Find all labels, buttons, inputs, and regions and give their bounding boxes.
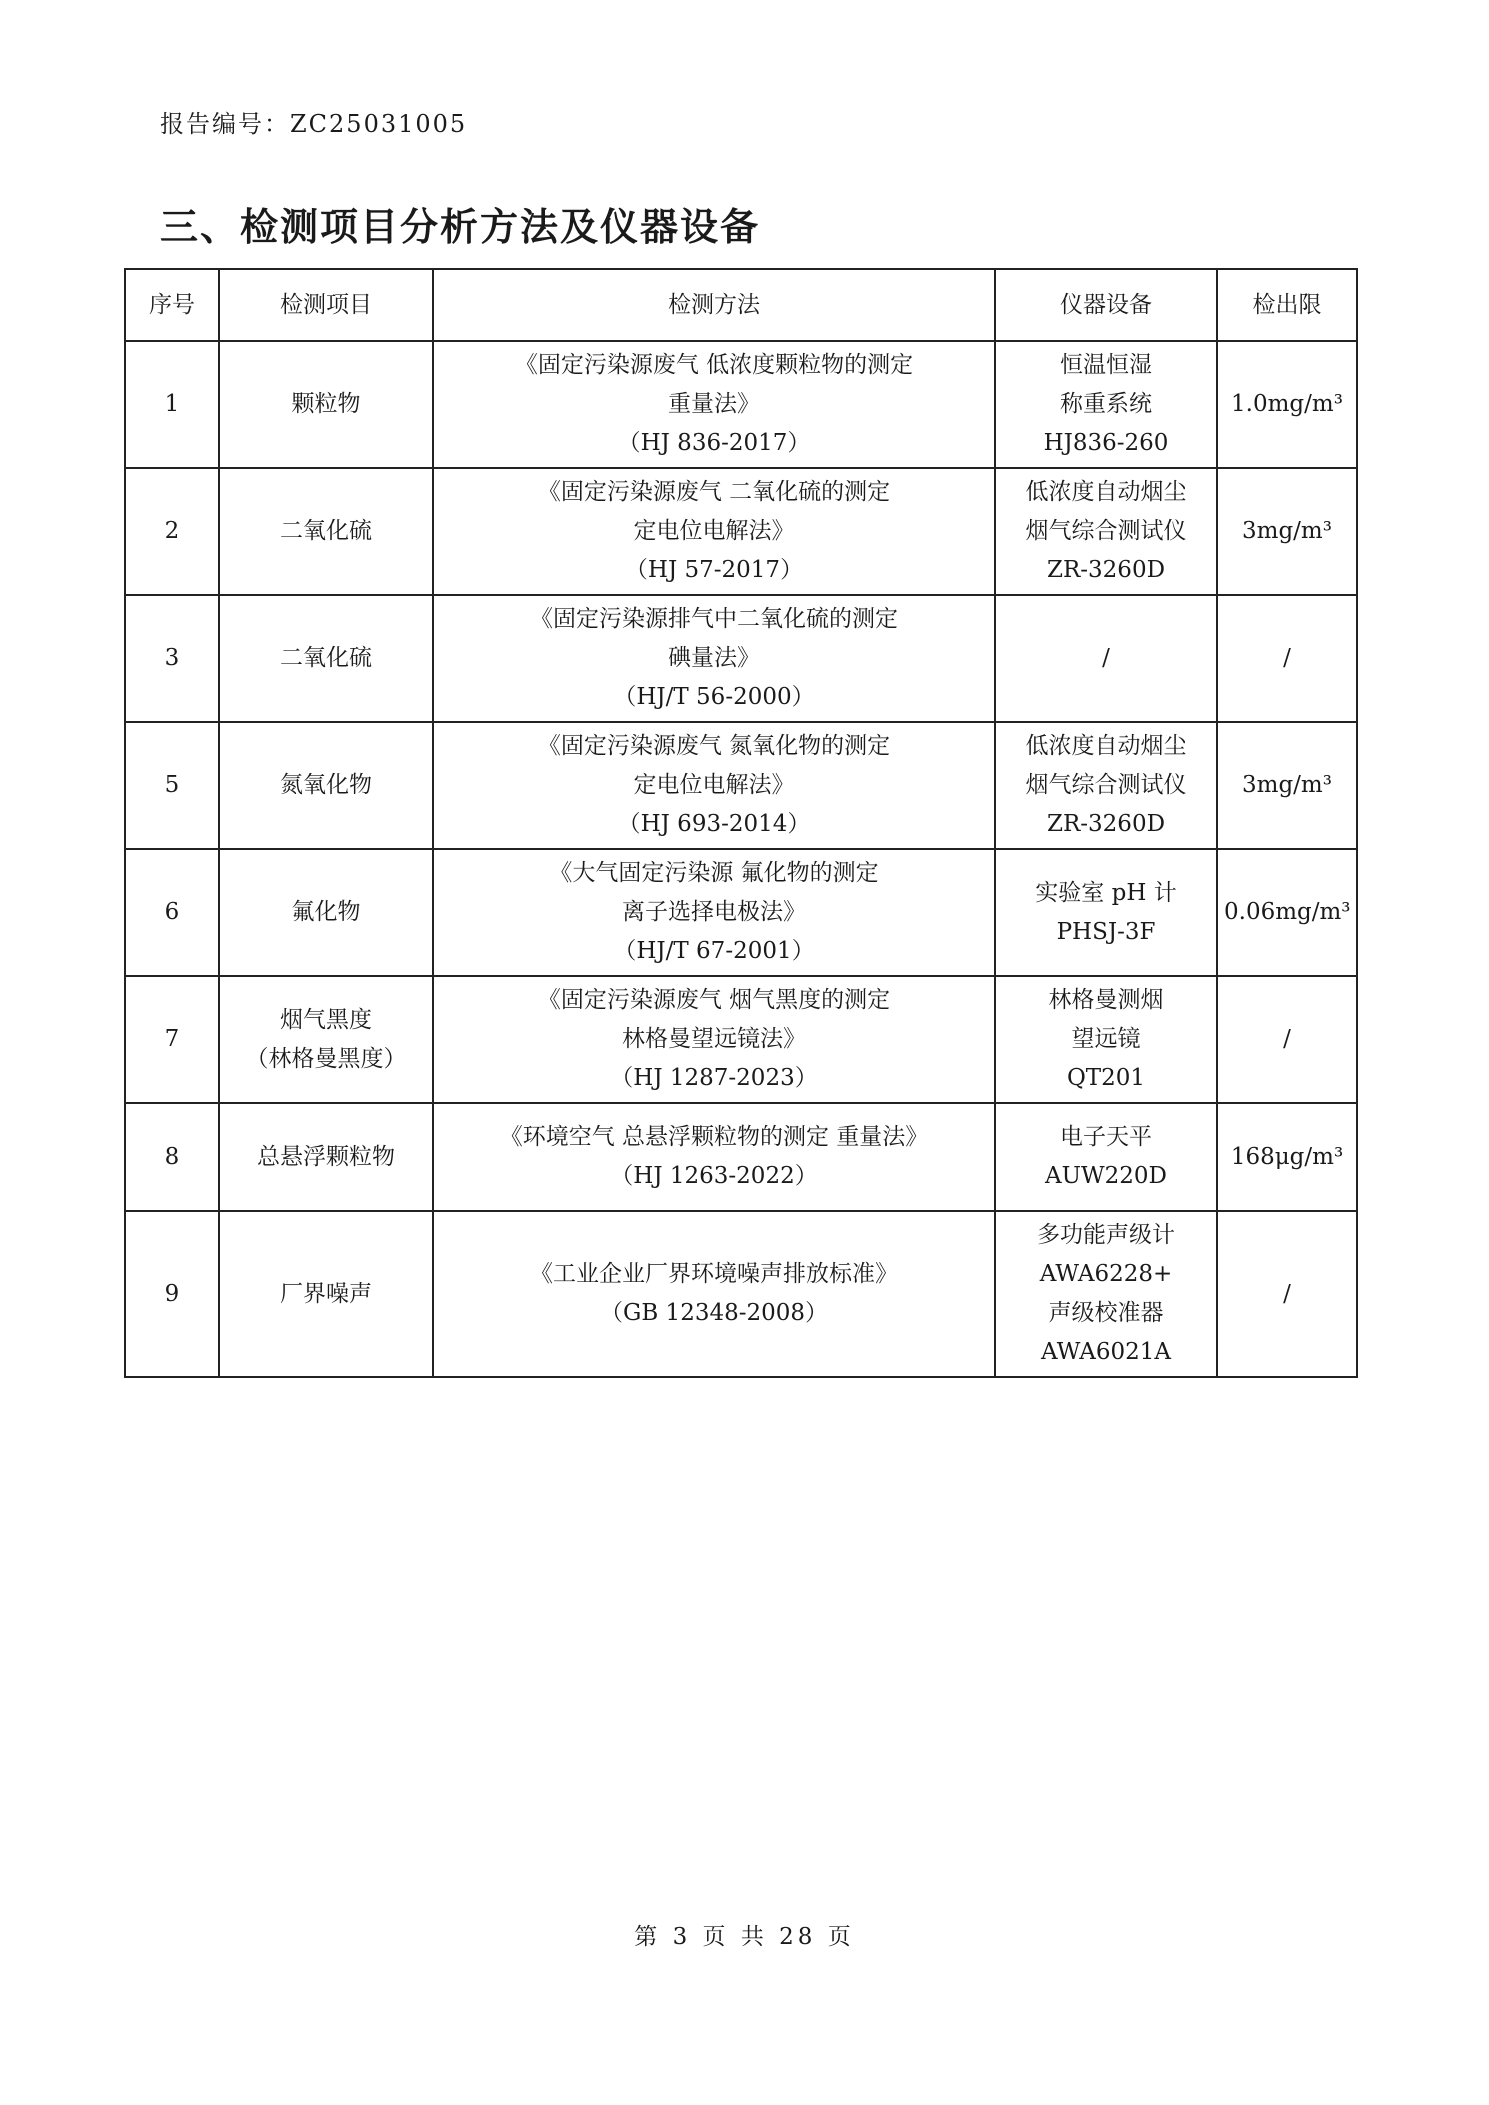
cell-item [219, 722, 433, 849]
cell-method-line: 重量法》 [668, 391, 760, 417]
column-header: 检测项目 [219, 269, 433, 341]
cell-equipment-line: 烟气综合测试仪 [1025, 518, 1187, 544]
cell-method-line: （HJ 836-2017） [617, 430, 811, 456]
cell-equipment-line: AUW220D [1045, 1163, 1167, 1189]
page-footer: 第 3 页 共 28 页 [634, 1924, 855, 1950]
cell-item [219, 1211, 433, 1377]
cell-item [219, 849, 433, 976]
cell-method-line: 《环境空气 总悬浮颗粒物的测定 重量法》 [499, 1124, 929, 1150]
cell-item-line: 总悬浮颗粒物 [257, 1143, 395, 1170]
cell-number: 6 [125, 849, 219, 976]
cell-limit: 3mg/m³ [1217, 468, 1357, 595]
cell-equipment-line: 低浓度自动烟尘 [1025, 479, 1187, 505]
cell-method [433, 722, 995, 849]
cell-method-line: 《固定污染源废气 氮氧化物的测定 [537, 733, 891, 759]
cell-method [433, 1211, 995, 1377]
cell-equipment-line: AWA6228+ [1039, 1261, 1173, 1287]
cell-method-line: 定电位电解法》 [633, 518, 795, 544]
column-header: 检测方法 [433, 269, 995, 341]
cell-number: 5 [125, 722, 219, 849]
table-body [125, 341, 1357, 1377]
cell-equipment-line: 称重系统 [1060, 391, 1152, 417]
table-header-row [125, 269, 1357, 341]
cell-equipment [995, 722, 1217, 849]
table-row [125, 722, 1357, 849]
cell-equipment-line: 望远镜 [1071, 1026, 1141, 1052]
cell-method-line: （HJ/T 67-2001） [613, 938, 815, 964]
cell-method-line: （HJ 1263-2022） [610, 1163, 818, 1189]
cell-method-line: （HJ 693-2014） [617, 811, 811, 837]
cell-method-line: 林格曼望远镜法》 [622, 1026, 806, 1052]
table-row [125, 976, 1357, 1103]
cell-equipment-line: 低浓度自动烟尘 [1025, 733, 1187, 759]
cell-item [219, 976, 433, 1103]
cell-item-line: 氮氧化物 [280, 772, 372, 798]
cell-item-line: 颗粒物 [291, 391, 361, 417]
cell-number: 8 [125, 1103, 219, 1211]
table-row [125, 341, 1357, 468]
section-title: 三、检测项目分析方法及仪器设备 [160, 205, 761, 249]
report-number: 报告编号：ZC25031005 [160, 110, 468, 138]
cell-method [433, 595, 995, 722]
cell-number: 3 [125, 595, 219, 722]
cell-equipment-line: QT201 [1066, 1065, 1146, 1091]
cell-equipment [995, 1211, 1217, 1377]
cell-method [433, 849, 995, 976]
cell-equipment-line: ZR-3260D [1046, 811, 1166, 837]
cell-method-line: 碘量法》 [668, 645, 760, 671]
cell-limit: / [1217, 1211, 1357, 1377]
cell-limit: / [1217, 595, 1357, 722]
table-row [125, 468, 1357, 595]
table-row [125, 595, 1357, 722]
cell-item-line: （林格曼黑度） [245, 1045, 407, 1072]
column-header: 仪器设备 [995, 269, 1217, 341]
cell-item-line: 二氧化硫 [280, 518, 372, 544]
cell-limit: / [1217, 976, 1357, 1103]
cell-equipment [995, 468, 1217, 595]
cell-item-line: 厂界噪声 [280, 1280, 372, 1307]
cell-item [219, 468, 433, 595]
cell-method-line: 《固定污染源排气中二氧化硫的测定 [530, 606, 898, 632]
cell-equipment-line: ZR-3260D [1046, 557, 1166, 583]
cell-limit: 168μg/m³ [1217, 1103, 1357, 1211]
table-row [125, 849, 1357, 976]
cell-equipment [995, 341, 1217, 468]
cell-equipment [995, 595, 1217, 722]
cell-method [433, 1103, 995, 1211]
cell-equipment-line: 声级校准器 [1048, 1300, 1164, 1326]
cell-equipment-line: 恒温恒湿 [1060, 352, 1152, 378]
cell-equipment-line: / [1102, 645, 1110, 671]
cell-method [433, 468, 995, 595]
cell-method-line: 《固定污染源废气 二氧化硫的测定 [537, 479, 891, 505]
cell-method-line: （GB 12348-2008） [599, 1300, 829, 1326]
cell-equipment-line: PHSJ-3F [1056, 918, 1156, 945]
cell-method-line: （HJ 57-2017） [624, 557, 804, 583]
cell-equipment-line: 烟气综合测试仪 [1025, 772, 1187, 798]
cell-equipment-line: 多功能声级计 [1037, 1222, 1175, 1248]
cell-equipment-line: AWA6021A [1041, 1339, 1171, 1365]
cell-number: 9 [125, 1211, 219, 1377]
cell-number: 1 [125, 341, 219, 468]
column-header: 序号 [125, 269, 219, 341]
cell-equipment-line: 林格曼测烟 [1048, 987, 1164, 1013]
cell-equipment-line: 实验室 pH 计 [1035, 879, 1177, 906]
cell-method-line: 《工业企业厂界环境噪声排放标准》 [530, 1261, 898, 1287]
cell-number: 2 [125, 468, 219, 595]
cell-limit: 3mg/m³ [1217, 722, 1357, 849]
cell-number: 7 [125, 976, 219, 1103]
cell-equipment-line: HJ836-260 [1043, 430, 1169, 456]
cell-equipment [995, 1103, 1217, 1211]
cell-method-line: 《固定污染源废气 低浓度颗粒物的测定 [514, 352, 914, 378]
table-row [125, 1103, 1357, 1211]
cell-limit: 1.0mg/m³ [1217, 341, 1357, 468]
cell-method [433, 976, 995, 1103]
cell-equipment [995, 849, 1217, 976]
cell-item [219, 1103, 433, 1211]
cell-method-line: （HJ 1287-2023） [610, 1065, 818, 1091]
cell-equipment [995, 976, 1217, 1103]
column-header: 检出限 [1217, 269, 1357, 341]
cell-method [433, 341, 995, 468]
cell-method-line: 《大气固定污染源 氟化物的测定 [549, 860, 879, 886]
cell-item-line: 氟化物 [291, 899, 361, 925]
table-row [125, 1211, 1357, 1377]
cell-method-line: 离子选择电极法》 [622, 899, 806, 925]
cell-method-line: 定电位电解法》 [633, 772, 795, 798]
cell-limit: 0.06mg/m³ [1217, 849, 1357, 976]
cell-item [219, 595, 433, 722]
cell-equipment-line: 电子天平 [1060, 1124, 1152, 1150]
cell-item-line: 烟气黑度 [280, 1006, 372, 1033]
cell-method-line: 《固定污染源废气 烟气黑度的测定 [537, 987, 891, 1013]
methods-table [124, 268, 1358, 1378]
cell-method-line: （HJ/T 56-2000） [613, 684, 815, 710]
cell-item-line: 二氧化硫 [280, 645, 372, 671]
cell-item [219, 341, 433, 468]
